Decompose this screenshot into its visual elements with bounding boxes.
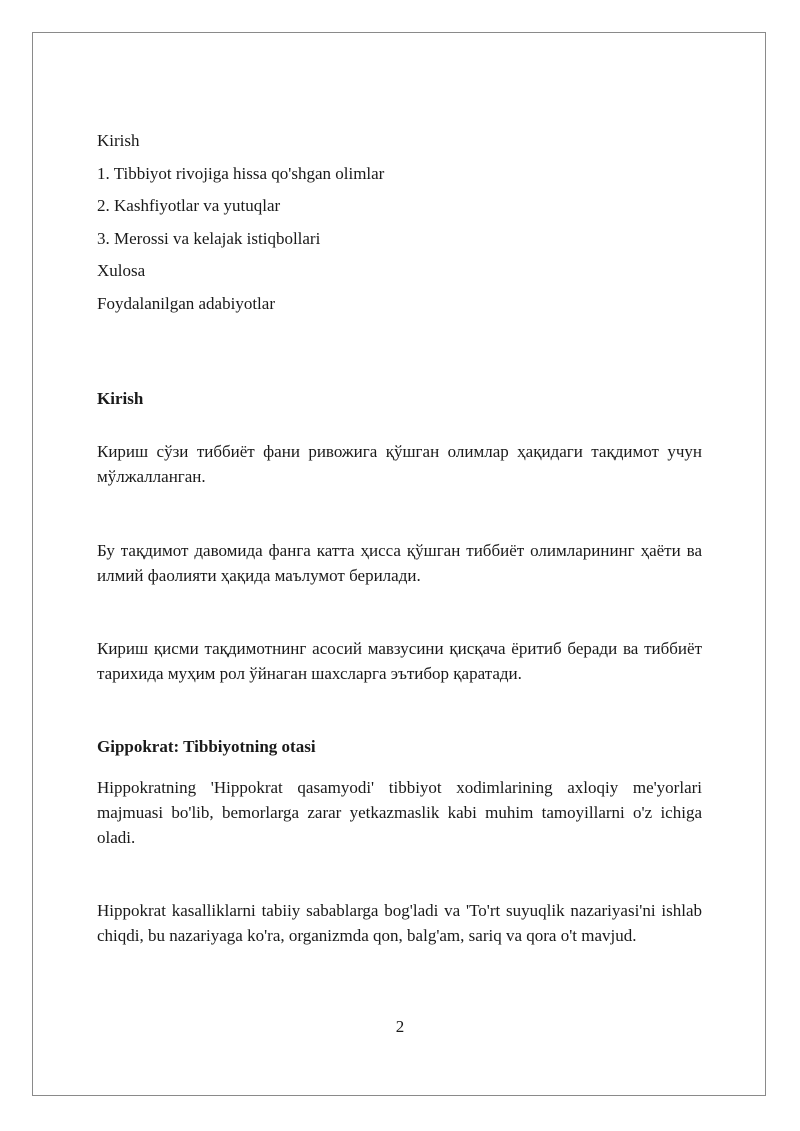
toc-item-kirish: Kirish (97, 131, 140, 150)
section-paragraph: Hippokratning 'Hippokrat qasamyodi' tibbiyot xodimlarining axloqiy me'yorlari majmuasi bo'lib, bemorlarga zarar yetkazmaslik kabi muhim tamoyillarni o'z ichiga oladi. (97, 778, 702, 847)
toc-item-adabiyotlar: Foydalanilgan adabiyotlar (97, 293, 275, 313)
section-heading: Gippokrat: Tibbiyotning otasi (97, 737, 316, 756)
toc-item-1: 1. Tibbiyot rivojiga hissa qo'shgan olimlar (97, 163, 385, 183)
intro-heading: Kirish (97, 389, 144, 408)
table-of-contents (97, 128, 702, 323)
intro-paragraph: Кириш қисми тақдимотнинг асосий мавзусини қисқача ёритиб беради ва тиббиёт тарихида муҳим рол ўйнаган шахсларга эътибор қаратади. (97, 639, 702, 683)
page-number: 2 (395, 1017, 405, 1036)
section-paragraph: Hippokrat kasalliklarni tabiiy sabablarga bog'ladi va 'To'rt suyuqlik nazariyasi'ni ishlab chiqdi, bu nazariyaga ko'ra, organizmda qon, balg'am, sariq va qora o't mavjud. (97, 901, 702, 945)
intro-paragraph: Кириш сўзи тиббиёт фани ривожига қўшган олимлар ҳақидаги тақдимот учун мўлжалланган. (97, 442, 702, 486)
intro-paragraph: Бу тақдимот давомида фанга катта ҳисса қўшган тиббиёт олимларининг ҳаёти ва илмий фаолияти ҳақида маълумот берилади. (97, 541, 702, 585)
toc-item-2: 2. Kashfiyotlar va yutuqlar (97, 196, 281, 215)
toc-item-xulosa: Xulosa (97, 261, 146, 280)
toc-item-3: 3. Merossi va kelajak istiqbollari (97, 228, 321, 248)
